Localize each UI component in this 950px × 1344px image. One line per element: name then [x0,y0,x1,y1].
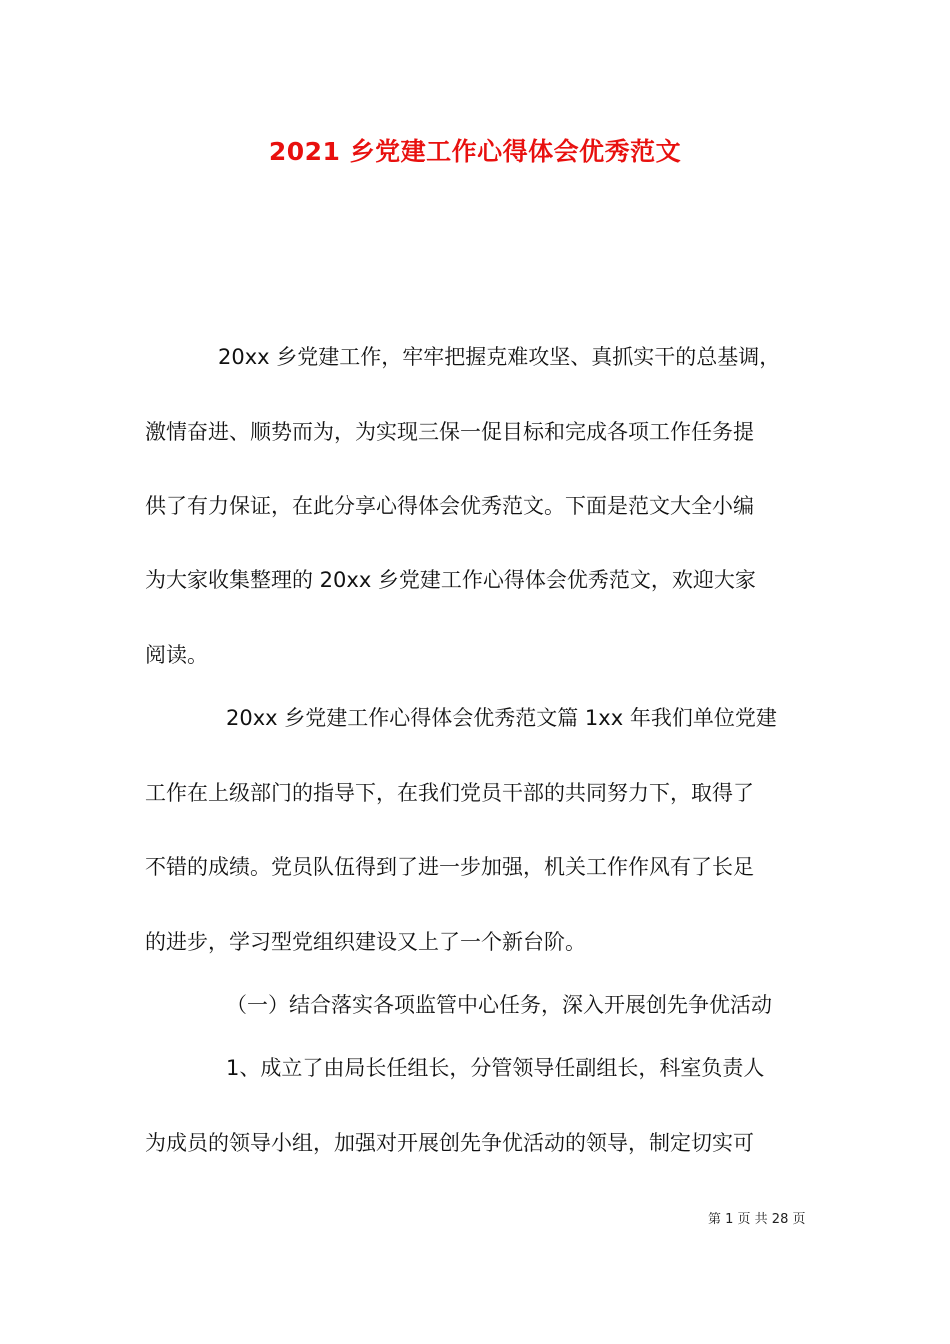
document-title: 2021 乡党建工作心得体会优秀范文 [268,137,682,166]
section-heading: （一）结合落实各项监管中心任务，深入开展创先争优活动 [226,993,772,1017]
paragraph-line: 的进步，学习型党组织建设又上了一个新台阶。 [145,930,586,954]
page-number: 第 1 页 共 28 页 [708,1212,806,1227]
paragraph-line: 1、成立了由局长任组长，分管领导任副组长，科室负责人 [226,1056,765,1080]
paragraph-line: 供了有力保证，在此分享心得体会优秀范文。下面是范文大全小编 [145,494,754,518]
paragraph-line: 20xx 乡党建工作心得体会优秀范文篇 1xx 年我们单位党建 [226,706,777,730]
paragraph-line: 激情奋进、顺势而为，为实现三保一促目标和完成各项工作任务提 [145,420,754,444]
paragraph-line: 为成员的领导小组，加强对开展创先争优活动的领导，制定切实可 [145,1131,754,1155]
paragraph-line: 为大家收集整理的 20xx 乡党建工作心得体会优秀范文，欢迎大家 [145,568,756,592]
paragraph-line: 不错的成绩。党员队伍得到了进一步加强，机关工作作风有了长足 [145,855,754,879]
paragraph-line: 阅读。 [145,643,208,667]
paragraph-line: 工作在上级部门的指导下，在我们党员干部的共同努力下，取得了 [145,781,754,805]
paragraph-line: 20xx 乡党建工作，牢牢把握克难攻坚、真抓实干的总基调， [218,345,781,369]
